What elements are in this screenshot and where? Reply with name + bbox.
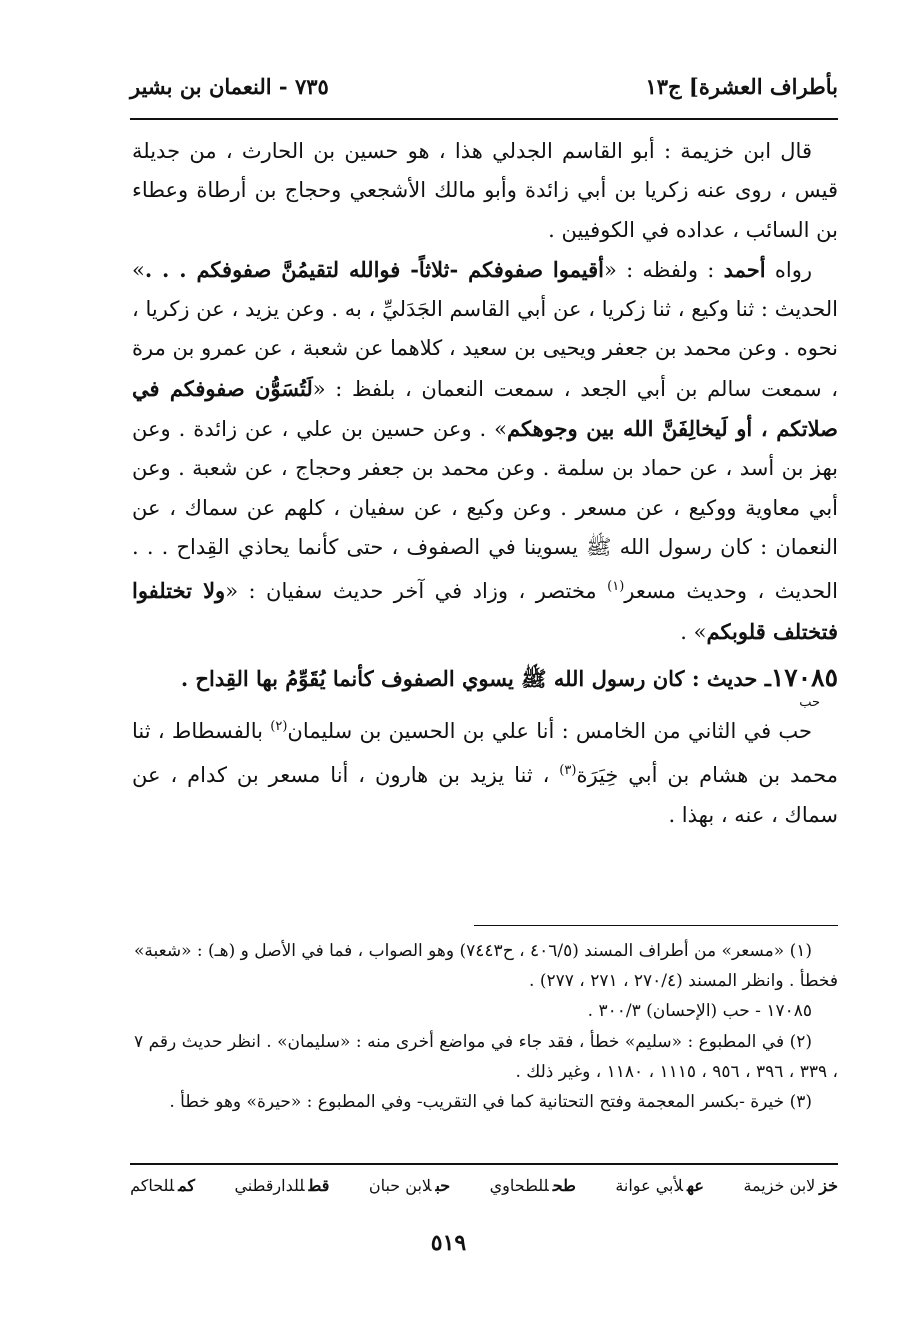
text-run: بالفسطاط ، ثنا محمد بن هشام بن أبي خِيَرَة	[132, 719, 838, 788]
abbreviation-item: كمللحاكم	[130, 1175, 195, 1195]
footnote-ref: (٢)	[270, 719, 288, 735]
paragraph-ahmad	[132, 250, 838, 652]
page-number: ٥١٩	[430, 1230, 467, 1256]
paragraph-chain	[132, 707, 838, 835]
text-run: مختصر ، وزاد في آخر حديث سفيان : «	[225, 579, 608, 604]
abbreviations-rule	[130, 1163, 838, 1165]
source-tag: حب	[799, 695, 820, 711]
footnote-3: (٣) خيرة -بكسر المعجمة وفتح التحتانية كما في التقريب- وفي المطبوع : «حيرة» وهو خطأ .	[169, 1092, 812, 1113]
header-section-title: ٧٣٥ - النعمان بن بشير	[130, 73, 329, 99]
running-header	[130, 66, 838, 106]
footnote-ref: (١)	[607, 579, 625, 595]
abbreviation-item: طحللطحاوي	[489, 1175, 576, 1195]
text-run: : ولفظه : «	[603, 257, 724, 282]
footnotes	[134, 936, 838, 1117]
hadith-number: ١٧٠٨٥	[770, 662, 838, 692]
text-run: حب في الثاني من الخامس : أنا علي بن الحسين بن سليمان	[287, 719, 812, 744]
header-book-volume: بأطراف العشرة] ج١٣	[645, 73, 838, 99]
footnote-ref: (٣)	[559, 763, 577, 779]
footnote-separator	[474, 925, 838, 926]
header-rule	[130, 118, 838, 120]
text-run: » .	[680, 619, 707, 644]
paragraph-ibn-khuzayma: قال ابن خزيمة : أبو القاسم الجدلي هذا ، هو حسين بن الحارث ، من جديلة قيس ، روى عنه زكريا بن أبي زائدة وأبو مالك الأشجعي وحجاج بن أرطاة وعطاء بن السائب ، عداده في الكوفيين .	[132, 139, 838, 242]
abbreviation-item: قطللدارقطني	[234, 1175, 330, 1195]
hadith-quote: لَتُسَوُّن صفوفكم في صلاتكم ، أو لَيخالِفَنَّ الله بين وجوهكم	[132, 375, 838, 442]
text-run: » . وعن حسين بن علي ، عن زائدة . وعن بهز بن أسد ، عن حماد بن سلمة . وعن محمد بن جعفر وحجاج ، عن شعبة . وعن أبي معاوية ووكيع ، عن مسعر . وعن وكيع ، عن سفيان ، كلهم عن سماك ، عن النعمان : كان رسول الله ﷺ يسوينا في الصفوف ، حتى كأنما يحاذي القِداح . . . الحديث ، وحديث مسعر	[132, 417, 838, 604]
hadith-heading	[132, 658, 838, 711]
footnote-2: (٢) في المطبوع : «سليم» خطأ ، فقد جاء في مواضع أخرى منه : «سليمان» . انظر حديث رقم ٧ ، ٣٣٩ ، ٣٩٦ ، ٩٥٦ ، ١١١٥ ، ١١٨٠ ، وغير ذلك .	[134, 1031, 838, 1082]
abbreviations-legend	[130, 1168, 838, 1202]
footnote-1: (١) «مسعر» من أطراف المسند (٤٠٦/٥ ، ح٧٤٤٣) وهو الصواب ، فما في الأصل و (هـ) : «شعبة» فخطأ . وانظر المسند (٢٧٠/٤ ، ٢٧١ ، ٢٧٧) .	[134, 941, 838, 992]
abbreviation-item: خزلابن خزيمة	[743, 1175, 838, 1195]
footnote-source: ١٧٠٨٥ - حب (الإحسان) ٣٠٠/٣ .	[587, 1001, 812, 1022]
abbreviation-item: حبلابن حبان	[368, 1175, 451, 1195]
abbreviation-item: عهلأبي عوانة	[615, 1175, 704, 1195]
text-run: رواه	[765, 257, 812, 282]
hadith-title: ـ حديث : كان رسول الله ﷺ يسوي الصفوف كأنما يُقَوِّمُ بها القِداح .	[180, 665, 771, 691]
main-text	[132, 132, 838, 835]
text-run: ، ثنا يزيد بن هارون ، أنا مسعر بن كدام ، عن سماك ، عنه ، بهذا .	[132, 763, 838, 827]
hadith-quote: أقيموا صفوفكم -ثلاثاً- فوالله لتقيمُنَّ صفوفكم . . .	[144, 256, 604, 282]
hadith-quote: ولا تختلفوا فتختلف قلوبكم	[132, 578, 838, 644]
text-run: » الحديث : ثنا وكيع ، ثنا زكريا ، عن أبي القاسم الجَدَليِّ ، به . وعن يزيد ، عن زكريا ، نحوه . وعن محمد بن جعفر ويحيى بن سعيد ، كلاهما عن شعبة ، عن عمرو بن مرة ، سمعت سالم بن أبي الجعد ، سمعت النعمان ، بلفظ : «	[132, 257, 838, 401]
source-name-ahmad: أحمد	[723, 256, 766, 282]
